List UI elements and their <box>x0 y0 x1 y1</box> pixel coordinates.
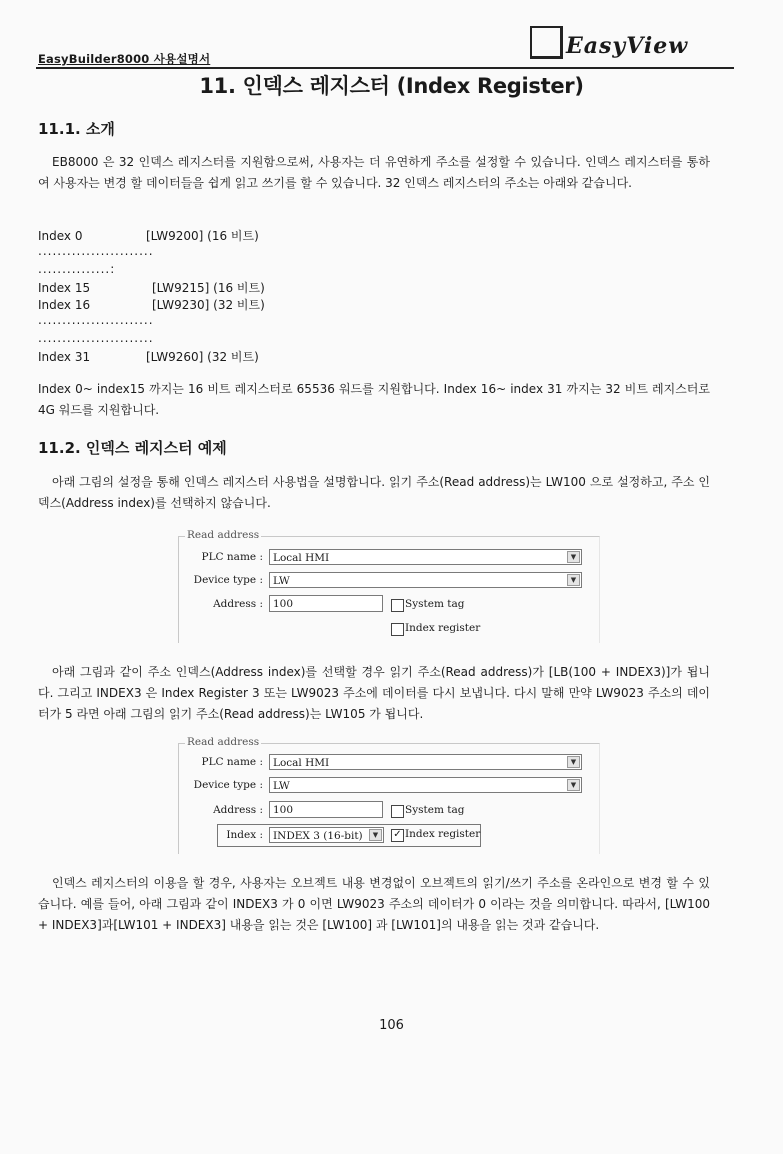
plc-name-value: Local HMI <box>273 757 330 769</box>
device-type-select[interactable] <box>269 777 582 793</box>
example-paragraph-1: 아래 그림의 설정을 통해 인덱스 레지스터 사용법을 설명합니다. 읽기 주소(Read address)는 LW100 으로 설정하고, 주소 인덱스(Address index)를 선택하지 않습니다. <box>38 475 710 510</box>
index-register-label: Index register <box>405 622 481 634</box>
example-paragraph-3: 인덱스 레지스터의 이용을 할 경우, 사용자는 오브젝트 내용 변경없이 오브젝트의 읽기/쓰기 주소를 온라인으로 변경 할 수 있습니다. 예를 들어, 아래 그림과 같이 INDEX3 가 0 이면 LW9023 주소의 데이터가 0 이라는 것을 의미합니다. 따라서, [LW100 + INDEX3]과[LW101 + INDEX3] 내용을 읽는 것은 [LW100] 과 [LW101]의 내용을 읽는 것과 같습니다. <box>38 876 710 932</box>
index-value: [LW9260] (32 비트) <box>146 350 259 364</box>
device-type-label: Device type : <box>193 779 263 791</box>
checkmark-icon: ✓ <box>393 829 402 840</box>
plc-name-select[interactable] <box>269 754 582 770</box>
plc-name-value: Local HMI <box>273 552 330 564</box>
system-tag-label: System tag <box>405 598 465 610</box>
chevron-down-icon[interactable]: ▼ <box>567 574 580 586</box>
device-type-value: LW <box>273 575 290 587</box>
page-number: 106 <box>379 1018 404 1033</box>
index-name: Index 15 <box>38 281 91 295</box>
device-type-select[interactable] <box>269 572 582 588</box>
index-select[interactable] <box>269 827 384 843</box>
section-heading-intro: 11.1. 소개 <box>38 120 115 138</box>
address-label: Address : <box>213 598 263 610</box>
section-heading-example: 11.2. 인덱스 레지스터 예제 <box>38 439 227 457</box>
system-tag-checkbox[interactable] <box>391 805 404 818</box>
index-name: Index 0 <box>38 229 83 243</box>
ellipsis-row: ........................ <box>38 313 154 327</box>
system-tag-label: System tag <box>405 804 465 816</box>
logo-text: EasyView <box>566 33 689 59</box>
device-type-label: Device type : <box>193 574 263 586</box>
chevron-down-icon[interactable]: ▼ <box>567 779 580 791</box>
index-value: [LW9215] (16 비트) <box>152 281 265 295</box>
chevron-down-icon[interactable]: ▼ <box>567 551 580 563</box>
ellipsis-row: ........................ <box>38 244 154 258</box>
plc-name-label: PLC name : <box>201 551 263 563</box>
document-title: EasyBuilder8000 사용설명서 <box>38 52 211 66</box>
ellipsis-row: ...............: <box>38 262 116 276</box>
index-value: INDEX 3 (16-bit) <box>273 830 363 842</box>
index-name: Index 31 <box>38 350 91 364</box>
panel-legend: Read address <box>187 529 260 541</box>
index-value: [LW9200] (16 비트) <box>146 229 259 243</box>
read-address-panel <box>178 529 600 643</box>
panel-legend: Read address <box>187 736 260 748</box>
plc-name-select[interactable] <box>269 549 582 565</box>
index-register-checkbox[interactable] <box>391 623 404 636</box>
ellipsis-row: ........................ <box>38 331 154 345</box>
system-tag-checkbox[interactable] <box>391 599 404 612</box>
chevron-down-icon[interactable]: ▼ <box>567 756 580 768</box>
index-register-checkbox[interactable] <box>391 829 404 842</box>
address-label: Address : <box>213 804 263 816</box>
read-address-panel-indexed <box>178 736 600 854</box>
device-type-value: LW <box>273 780 290 792</box>
index-value: [LW9230] (32 비트) <box>152 298 265 312</box>
plc-name-label: PLC name : <box>201 756 263 768</box>
page-title: 11. 인덱스 레지스터 (Index Register) <box>199 74 584 98</box>
index-label: Index : <box>226 829 263 841</box>
index-name: Index 16 <box>38 298 91 312</box>
index-register-label: Index register <box>405 828 481 840</box>
address-input[interactable]: 100 <box>269 595 383 612</box>
example-paragraph-2: 아래 그림과 같이 주소 인덱스(Address index)를 선택할 경우 읽기 주소(Read address)가 [LB(100 + INDEX3)]가 됩니다. 그리고 INDEX3 은 Index Register 3 또는 LW9023 주소에 데이터를 다시 보냅니다. 다시 말해 만약 LW9023 주소의 데이터가 5 라면 아래 그림의 읽기 주소(Read address)는 LW105 가 됩니다. <box>38 665 710 721</box>
index-range-paragraph: Index 0~ index15 까지는 16 비트 레지스터로 65536 워드를 지원합니다. Index 16~ index 31 까지는 32 비트 레지스터로 4G 워드를 지원합니다. <box>38 382 710 417</box>
intro-paragraph: EB8000 은 32 인덱스 레지스터를 지원함으로써, 사용자는 더 유연하게 주소를 설정할 수 있습니다. 인덱스 레지스터를 통하여 사용자는 변경 할 데이터들을 쉽게 읽고 쓰기를 할 수 있습니다. 32 인덱스 레지스터의 주소는 아래와 같습니다. <box>38 155 710 190</box>
easyview-logo-icon <box>530 26 563 59</box>
chevron-down-icon[interactable]: ▼ <box>369 829 382 841</box>
address-input[interactable]: 100 <box>269 801 383 818</box>
header-rule <box>36 67 734 69</box>
